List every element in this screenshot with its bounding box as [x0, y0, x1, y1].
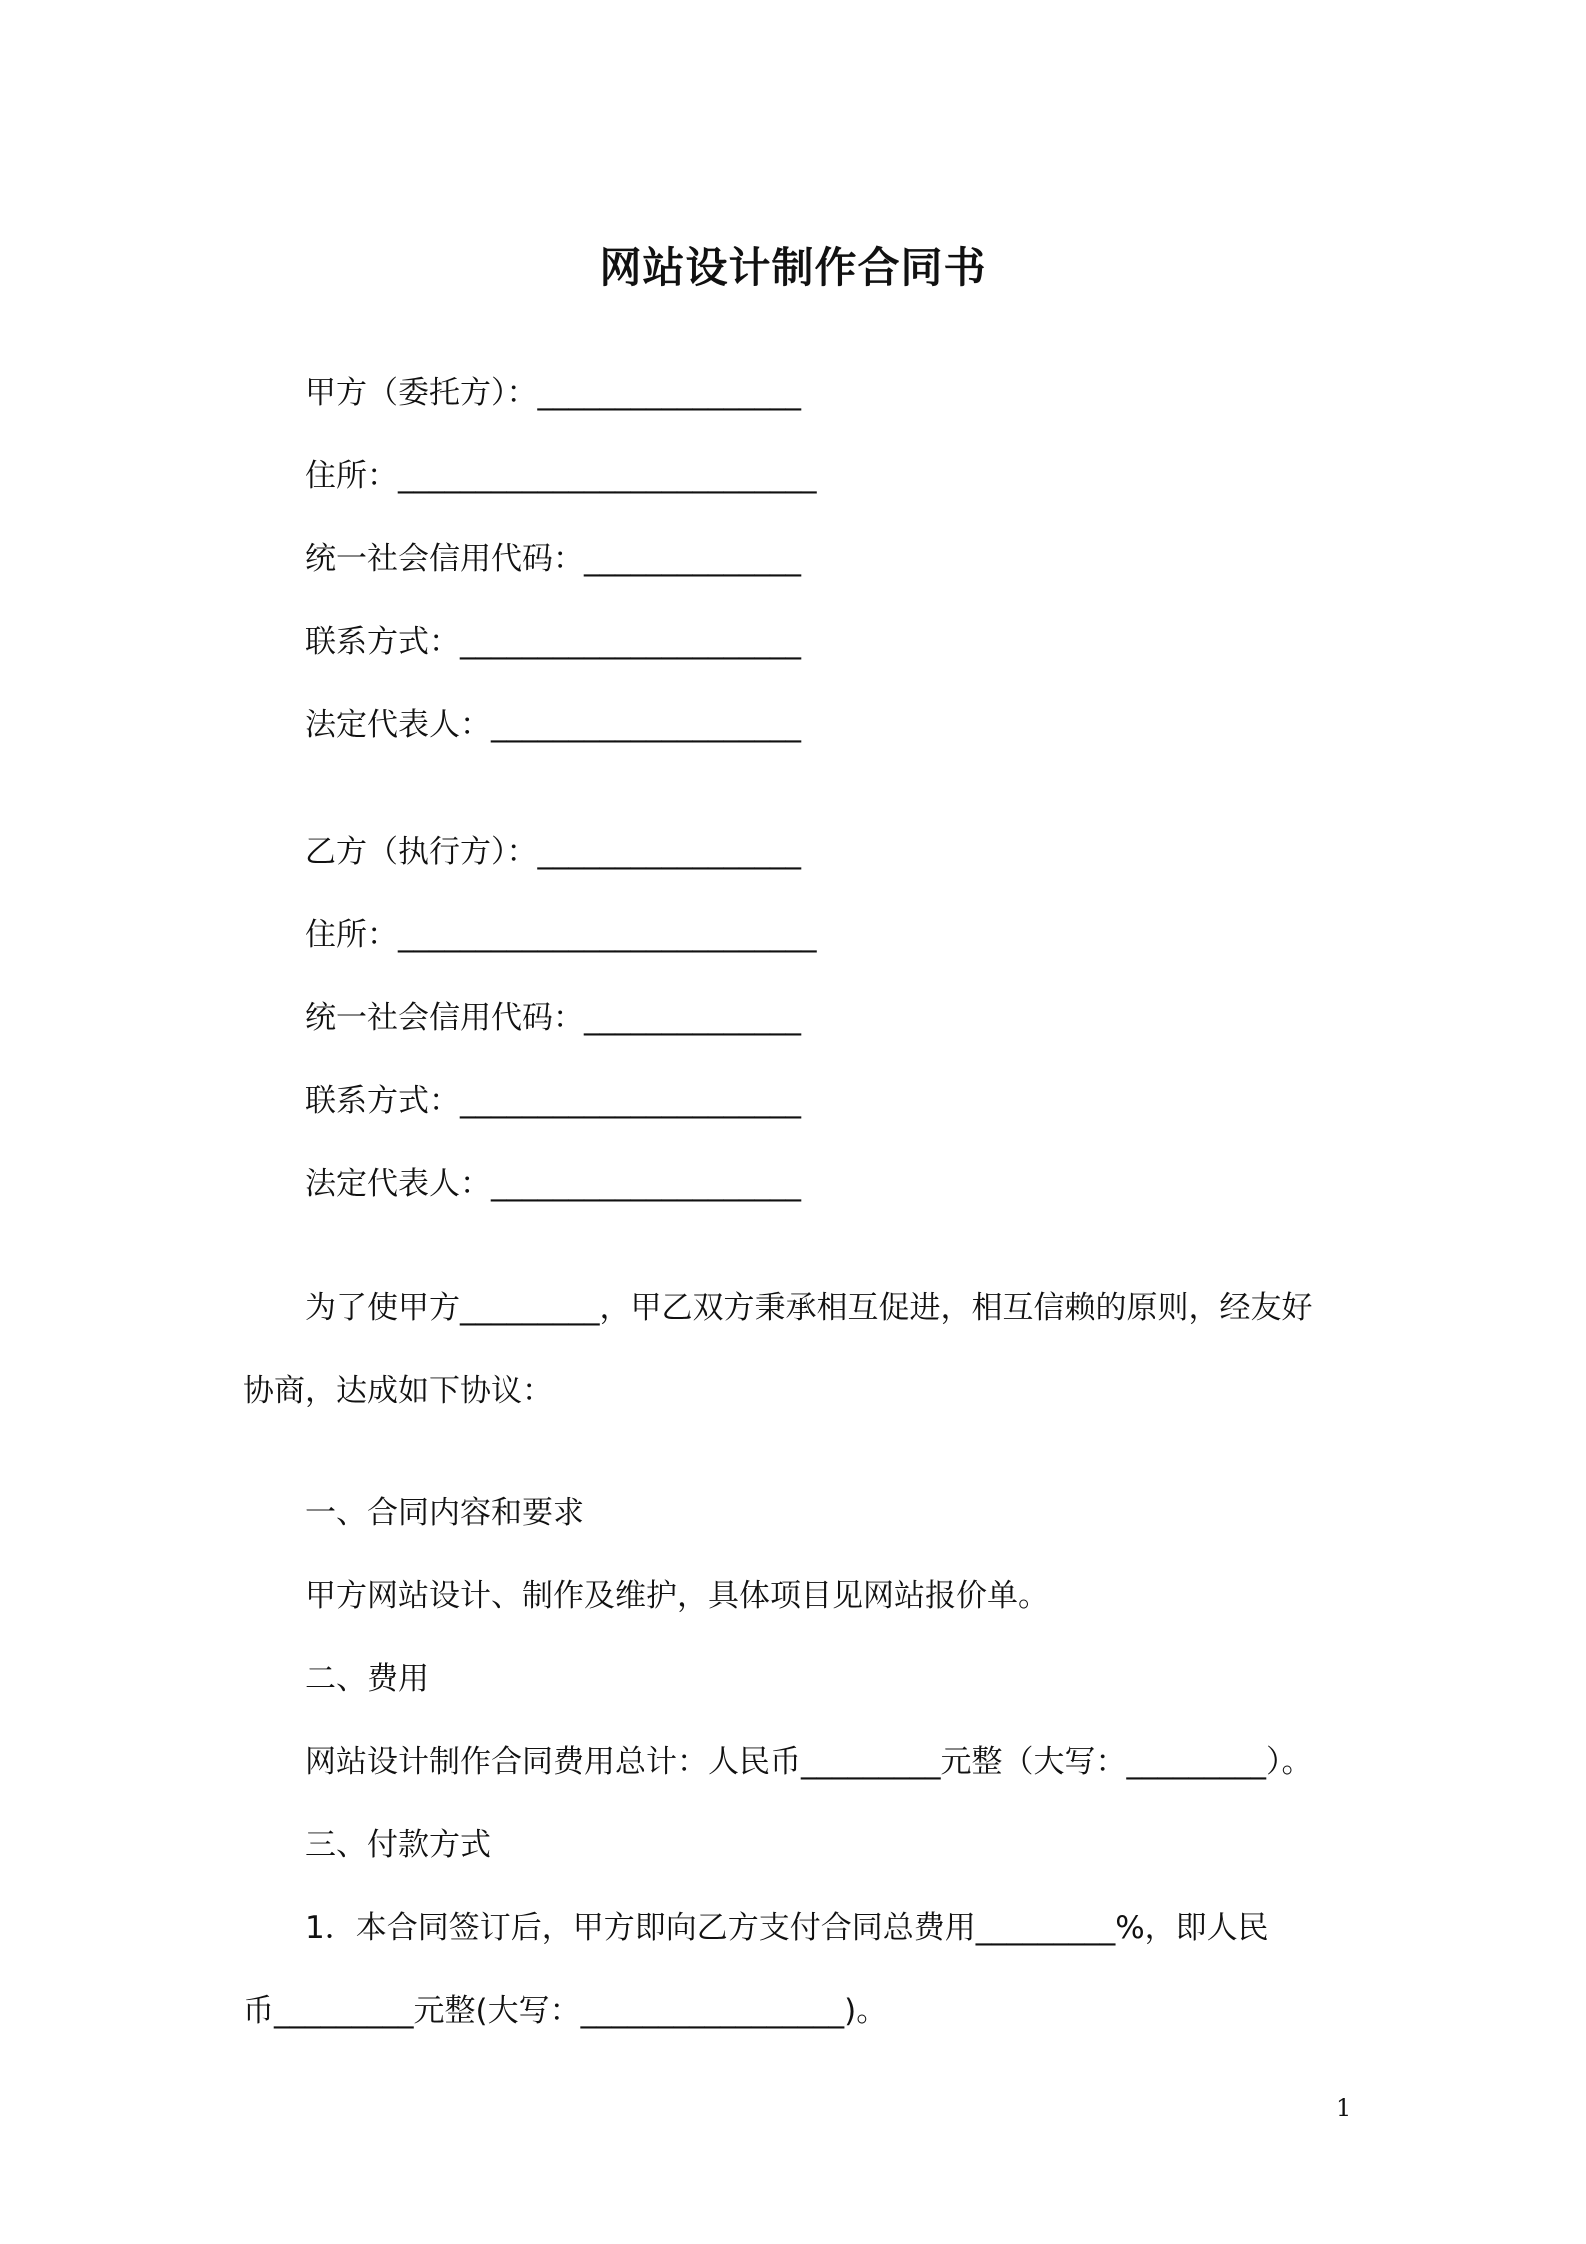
preamble-line-1: 为了使甲方_________，甲乙双方秉承相互促进，相互信赖的原则，经友好: [305, 1290, 1313, 1326]
section-1-heading: 一、合同内容和要求: [305, 1495, 584, 1531]
section-1-body: 甲方网站设计、制作及维护，具体项目见网站报价单。: [305, 1578, 1049, 1614]
section-2-body: 网站设计制作合同费用总计：人民币_________元整（大写：_________）。: [305, 1744, 1313, 1780]
party-b-name-field: 乙方（执行方）：_________________: [305, 834, 801, 870]
party-a-legal-rep-field: 法定代表人：____________________: [305, 707, 801, 743]
party-a-name-field: 甲方（委托方）：_________________: [305, 375, 801, 411]
party-a-credit-code-field: 统一社会信用代码：______________: [305, 541, 801, 577]
party-a-contact-field: 联系方式：______________________: [305, 624, 801, 660]
party-b-contact-field: 联系方式：______________________: [305, 1083, 801, 1119]
preamble-line-2: 协商，达成如下协议：: [243, 1373, 553, 1409]
section-3-item-1-line-1: 1．本合同签订后，甲方即向乙方支付合同总费用_________%，即人民: [305, 1910, 1269, 1946]
section-2-heading: 二、费用: [305, 1661, 429, 1697]
document-title: 网站设计制作合同书: [599, 243, 987, 292]
party-b-legal-rep-field: 法定代表人：____________________: [305, 1166, 801, 1202]
page-number: 1: [1336, 2094, 1352, 2122]
section-3-item-1-line-2: 币_________元整(大写：_________________)。: [243, 1993, 888, 2029]
section-3-heading: 三、付款方式: [305, 1827, 491, 1863]
party-b-credit-code-field: 统一社会信用代码：______________: [305, 1000, 801, 1036]
party-b-address-field: 住所：___________________________: [305, 917, 817, 953]
party-a-address-field: 住所：___________________________: [305, 458, 817, 494]
